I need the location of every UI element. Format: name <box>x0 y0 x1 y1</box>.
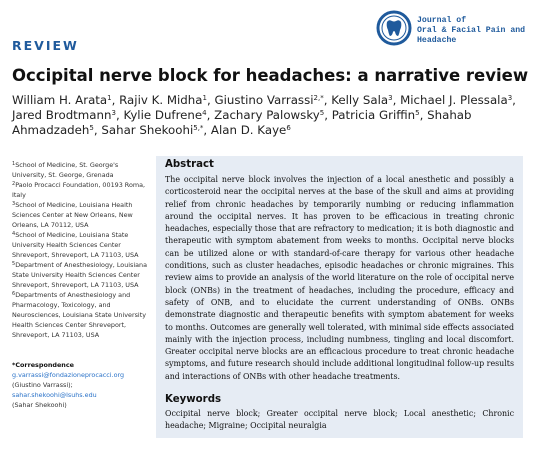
author-name: Sahar Shekoohi <box>101 123 194 137</box>
author-affiliation-mark: 5 <box>319 109 325 117</box>
affiliation-text: Paolo Procacci Foundation, 00193 Roma, Italy <box>12 181 146 199</box>
affiliation-item <box>12 200 150 230</box>
affiliation-item <box>12 160 150 180</box>
affiliation-number: 1 <box>12 161 16 167</box>
author-affiliation-mark: 3 <box>507 94 513 102</box>
abstract-box <box>156 156 523 438</box>
author-affiliation-mark: 5 <box>415 109 420 117</box>
author-affiliation-mark: 1 <box>202 94 207 102</box>
author-affiliation-mark: 2,* <box>313 94 324 102</box>
correspondence-name-shekoohi: (Sahar Shekoohi) <box>12 401 67 409</box>
affiliation-text: School of Medicine, Louisiana Health Sciences Center at New Orleans, New Orleans, LA 70112, USA <box>12 201 133 229</box>
author-name: William H. Arata <box>12 93 108 107</box>
affiliation-text: Departments of Anesthesiology and Pharmacology, Toxicology, and Neurosciences, Louisiana State University Health Sciences Center Shreveport, Shreveport, LA 71103, USA <box>12 291 146 339</box>
affiliation-number: 3 <box>12 201 16 207</box>
email-link-shekoohi[interactable]: sahar.shekoohi@lsuhs.edu <box>12 391 97 399</box>
article-title: Occipital nerve block for headaches: a narrative review <box>12 66 529 85</box>
journal-name: Journal of Oral & Facial Pain and Headache <box>417 16 526 45</box>
author-name: Kylie Dufrene <box>123 108 203 122</box>
author-list: William H. Arata$^1$, Rajiv K. Midha$^1$, Giustino Varrassi$^{2,*}$, Kelly Sala$^3$, Michael J. Plessala$^3$, Jared Brodtmann$^3$, Kylie Dufrene$^4$, Zachary Palowsky$^5$, Patricia Griffin$^5$, Shahab Ahmadzadeh$^5$, Sahar Shekoohi$^{5,*}$, Alan D. Kaye$^6$ <box>12 93 516 137</box>
keywords-heading: Keywords <box>165 394 222 405</box>
author-affiliation-mark: 5 <box>89 124 94 132</box>
affiliations <box>12 160 150 340</box>
affiliation-text: School of Medicine, St. George's University, St. George, Grenada <box>12 161 119 179</box>
author-name: Patricia Griffin <box>331 108 416 122</box>
author-affiliation-mark: 4 <box>202 109 207 117</box>
author-name: Rajiv K. Midha <box>119 93 203 107</box>
tooth-icon <box>376 9 416 47</box>
affiliation-item <box>12 290 150 340</box>
author-name: Shahab Ahmadzadeh <box>12 108 472 137</box>
journal-logo[interactable] <box>376 9 531 47</box>
author-affiliation-mark: 1 <box>107 94 112 102</box>
affiliation-number: 4 <box>12 231 16 237</box>
correspondence-heading: *Correspondence <box>12 361 74 369</box>
affiliation-item <box>12 260 150 290</box>
correspondence-name-varrassi: (Giustino Varrassi); <box>12 381 73 389</box>
affiliation-text: School of Medicine, Louisiana State University Health Sciences Center Shreveport, Shreveport, LA 71103, USA <box>12 231 139 259</box>
correspondence <box>12 360 152 410</box>
affiliation-text: Department of Anesthesiology, Louisiana State University Health Sciences Center Shreveport, Shreveport, LA 71103, USA <box>12 261 148 289</box>
author-name: Zachary Palowsky <box>214 108 320 122</box>
keywords-text: Occipital nerve block; Greater occipital nerve block; Local anesthetic; Chronic headache; Migraine; Occipital neuralgia <box>165 409 514 431</box>
affiliation-item <box>12 180 150 200</box>
author-affiliation-mark: 5,* <box>193 124 204 132</box>
author-name: Kelly Sala <box>331 93 389 107</box>
author-affiliation-mark: 6 <box>286 124 291 132</box>
author-name: Jared Brodtmann <box>12 108 112 122</box>
affiliation-number: 5 <box>12 261 16 267</box>
author-affiliation-mark: 3 <box>111 109 116 117</box>
author-name: Michael J. Plessala <box>400 93 508 107</box>
author-name: Giustino Varrassi <box>214 93 314 107</box>
email-link-varrassi[interactable]: g.varrassi@fondazioneprocacci.org <box>12 371 125 379</box>
affiliation-number: 6 <box>12 291 16 297</box>
affiliation-item <box>12 230 150 260</box>
author-name: Alan D. Kaye <box>210 123 287 137</box>
author-affiliation-mark: 3 <box>388 94 393 102</box>
abstract-heading: Abstract <box>165 159 214 170</box>
affiliation-number: 2 <box>12 181 16 187</box>
section-label: REVIEW <box>12 38 79 53</box>
abstract-text: The occipital nerve block involves the injection of a local anesthetic and possibly a corticosteroid near the occipital nerves at the base of the skull and aims at providing relief from chronic headaches by temporarily numbing or reducing inflammation around the occipital nerves. It has proven to be efficacious in treating chronic headaches, especially those that are refractory to medication; it is both diagnostic and therapeutic with symptom abatement from weeks to months. Occipital nerve blocks can be utilized alone or with standard-of-care therapy for various other headache conditions, such as cluster headaches, episodic headaches or chronic migraines. This review aims to provide an analysis of the world literature on the role of occipital nerve block (ONBs) in the treatment of headaches, including the procedure, efficacy and safety of ONB, and to elucidate the current understanding of ONBs. ONBs demonstrate diagnostic and therapeutic benefits with symptom abatement for weeks to months. Outcomes are generally well tolerated, with minimal side effects associated mainly with the injection process, including numbness, tingling and local discomfort. Greater occipital nerve blocks are an efficacious procedure to treat chronic headache symptoms, and future research should include additional longitudinal follow-up results and interactions of ONBs with other headache treatments. <box>165 175 514 381</box>
